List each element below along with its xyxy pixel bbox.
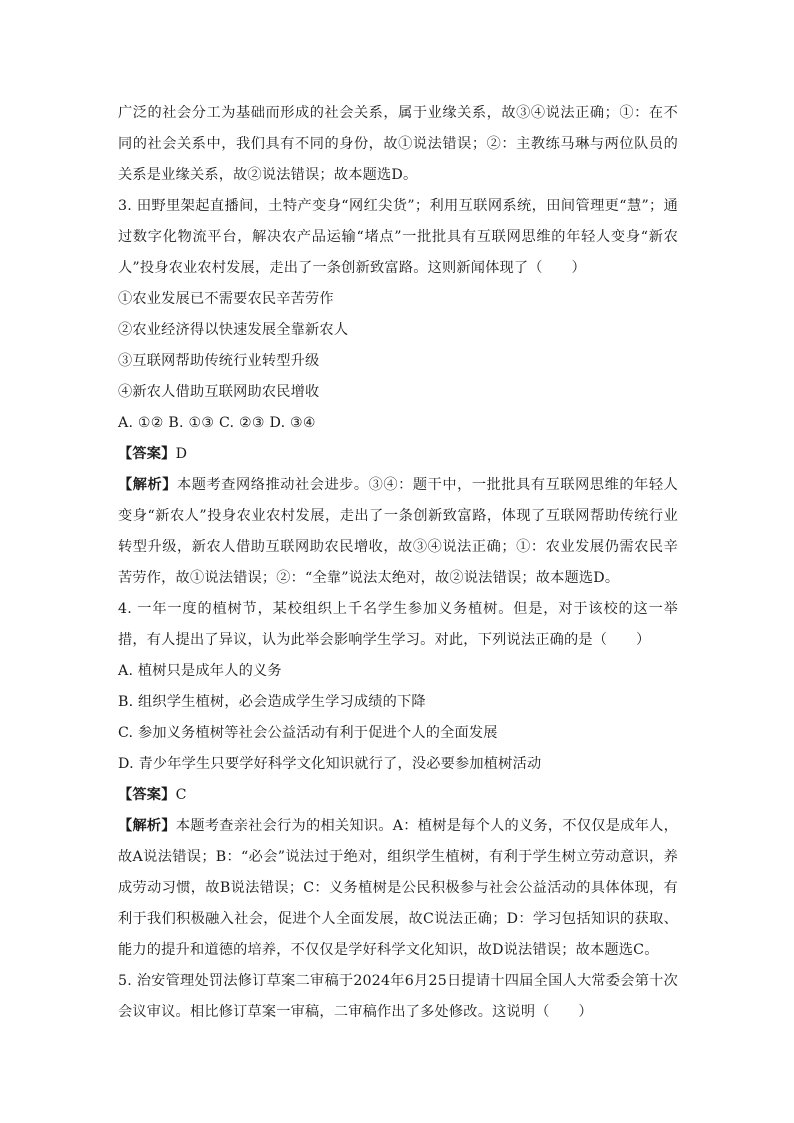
q4-stem: 4. 一年一度的植树节，某校组织上千名学生参加义务植树。但是，对于该校的这一举措，有人提出了异议，认为此举会影响学生学习。对此，下列说法正确的是（ ） <box>118 601 678 648</box>
q3-stem: 3. 田野里架起直播间，土特产变身“网红尖货”；利用互联网系统，田间管理更“慧”；通过数字化物流平台，解决农产品运输“堵点”一批批具有互联网思维的年轻人变身“新农人”投身农业农村发展，走出了一条创新致富路。这则新闻体现了（ ） <box>118 198 678 276</box>
q4-option-a: A. 植树只是成年人的义务 <box>118 663 282 679</box>
q3-answer-text: D <box>175 446 188 462</box>
q3-choices: A. ①② B. ①③ C. ②③ D. ③④ <box>118 415 316 431</box>
q5-stem: 5. 治安管理处罚法修订草案二审稿于2024年6月25日提请十四届全国人大常委会第十次会议审议。相比修订草案一审稿，二审稿作出了多处修改。这说明（ ） <box>118 973 678 1020</box>
q3-analysis-label: 【解析】 <box>118 477 177 493</box>
q3-answer-label: 【答案】 <box>118 446 176 462</box>
q4-answer <box>118 780 678 811</box>
q4-option-c: C. 参加义务植树等社会公益活动有利于促进个人的全面发展 <box>118 725 498 741</box>
q4-answer-text: C <box>175 787 187 803</box>
q4-analysis-label: 【解析】 <box>118 818 176 834</box>
q4-analysis <box>118 811 678 966</box>
document-body <box>118 98 678 1028</box>
q3-analysis-text: 本题考查网络推动社会进步。③④：题干中，一批批具有互联网思维的年轻人变身“新农人”投身农业农村发展，走出了一条创新致富路，体现了互联网帮助传统行业转型升级，新农人借助互联网助农民增收，故③④说法正确；①：农业发展仍需农民辛苦劳作，故①说法错误；②：“全靠”说法太绝对，故②说法错误；故本题选D。 <box>118 477 678 586</box>
q4-option-d: D. 青少年学生只要学好科学文化知识就行了，没必要参加植树活动 <box>118 756 542 772</box>
q4-answer-label: 【答案】 <box>118 787 176 803</box>
q2-analysis-continued: 广泛的社会分工为基础而形成的社会关系，属于业缘关系，故③④说法正确；①：在不同的社会关系中，我们具有不同的身份，故①说法错误；②：主教练马琳与两位队员的关系是业缘关系，故②说法错误；故本题选D。 <box>118 105 678 183</box>
q3-item-4: ④新农人借助互联网助农民增收 <box>118 384 320 400</box>
q4-analysis-text: 本题考查亲社会行为的相关知识。A：植树是每个人的义务，不仅仅是成年人，故A说法错误；B：“必会”说法过于绝对，组织学生植树，有利于学生树立劳动意识，养成劳动习惯，故B说法错误；C：义务植树是公民积极参与社会公益活动的具体体现，有利于我们积极融入社会，促进个人全面发展，故C说法正确；D：学习包括知识的获取、能力的提升和道德的培养，不仅仅是学好科学文化知识，故D说法错误；故本题选C。 <box>118 818 678 958</box>
q3-item-2: ②农业经济得以快速发展全靠新农人 <box>118 322 349 338</box>
q3-item-1: ①农业发展已不需要农民辛苦劳作 <box>118 291 334 307</box>
q3-analysis <box>118 470 678 594</box>
q3-item-3: ③互联网帮助传统行业转型升级 <box>118 353 320 369</box>
q3-answer <box>118 439 678 470</box>
q4-option-b: B. 组织学生植树，必会造成学生学习成绩的下降 <box>118 694 426 710</box>
